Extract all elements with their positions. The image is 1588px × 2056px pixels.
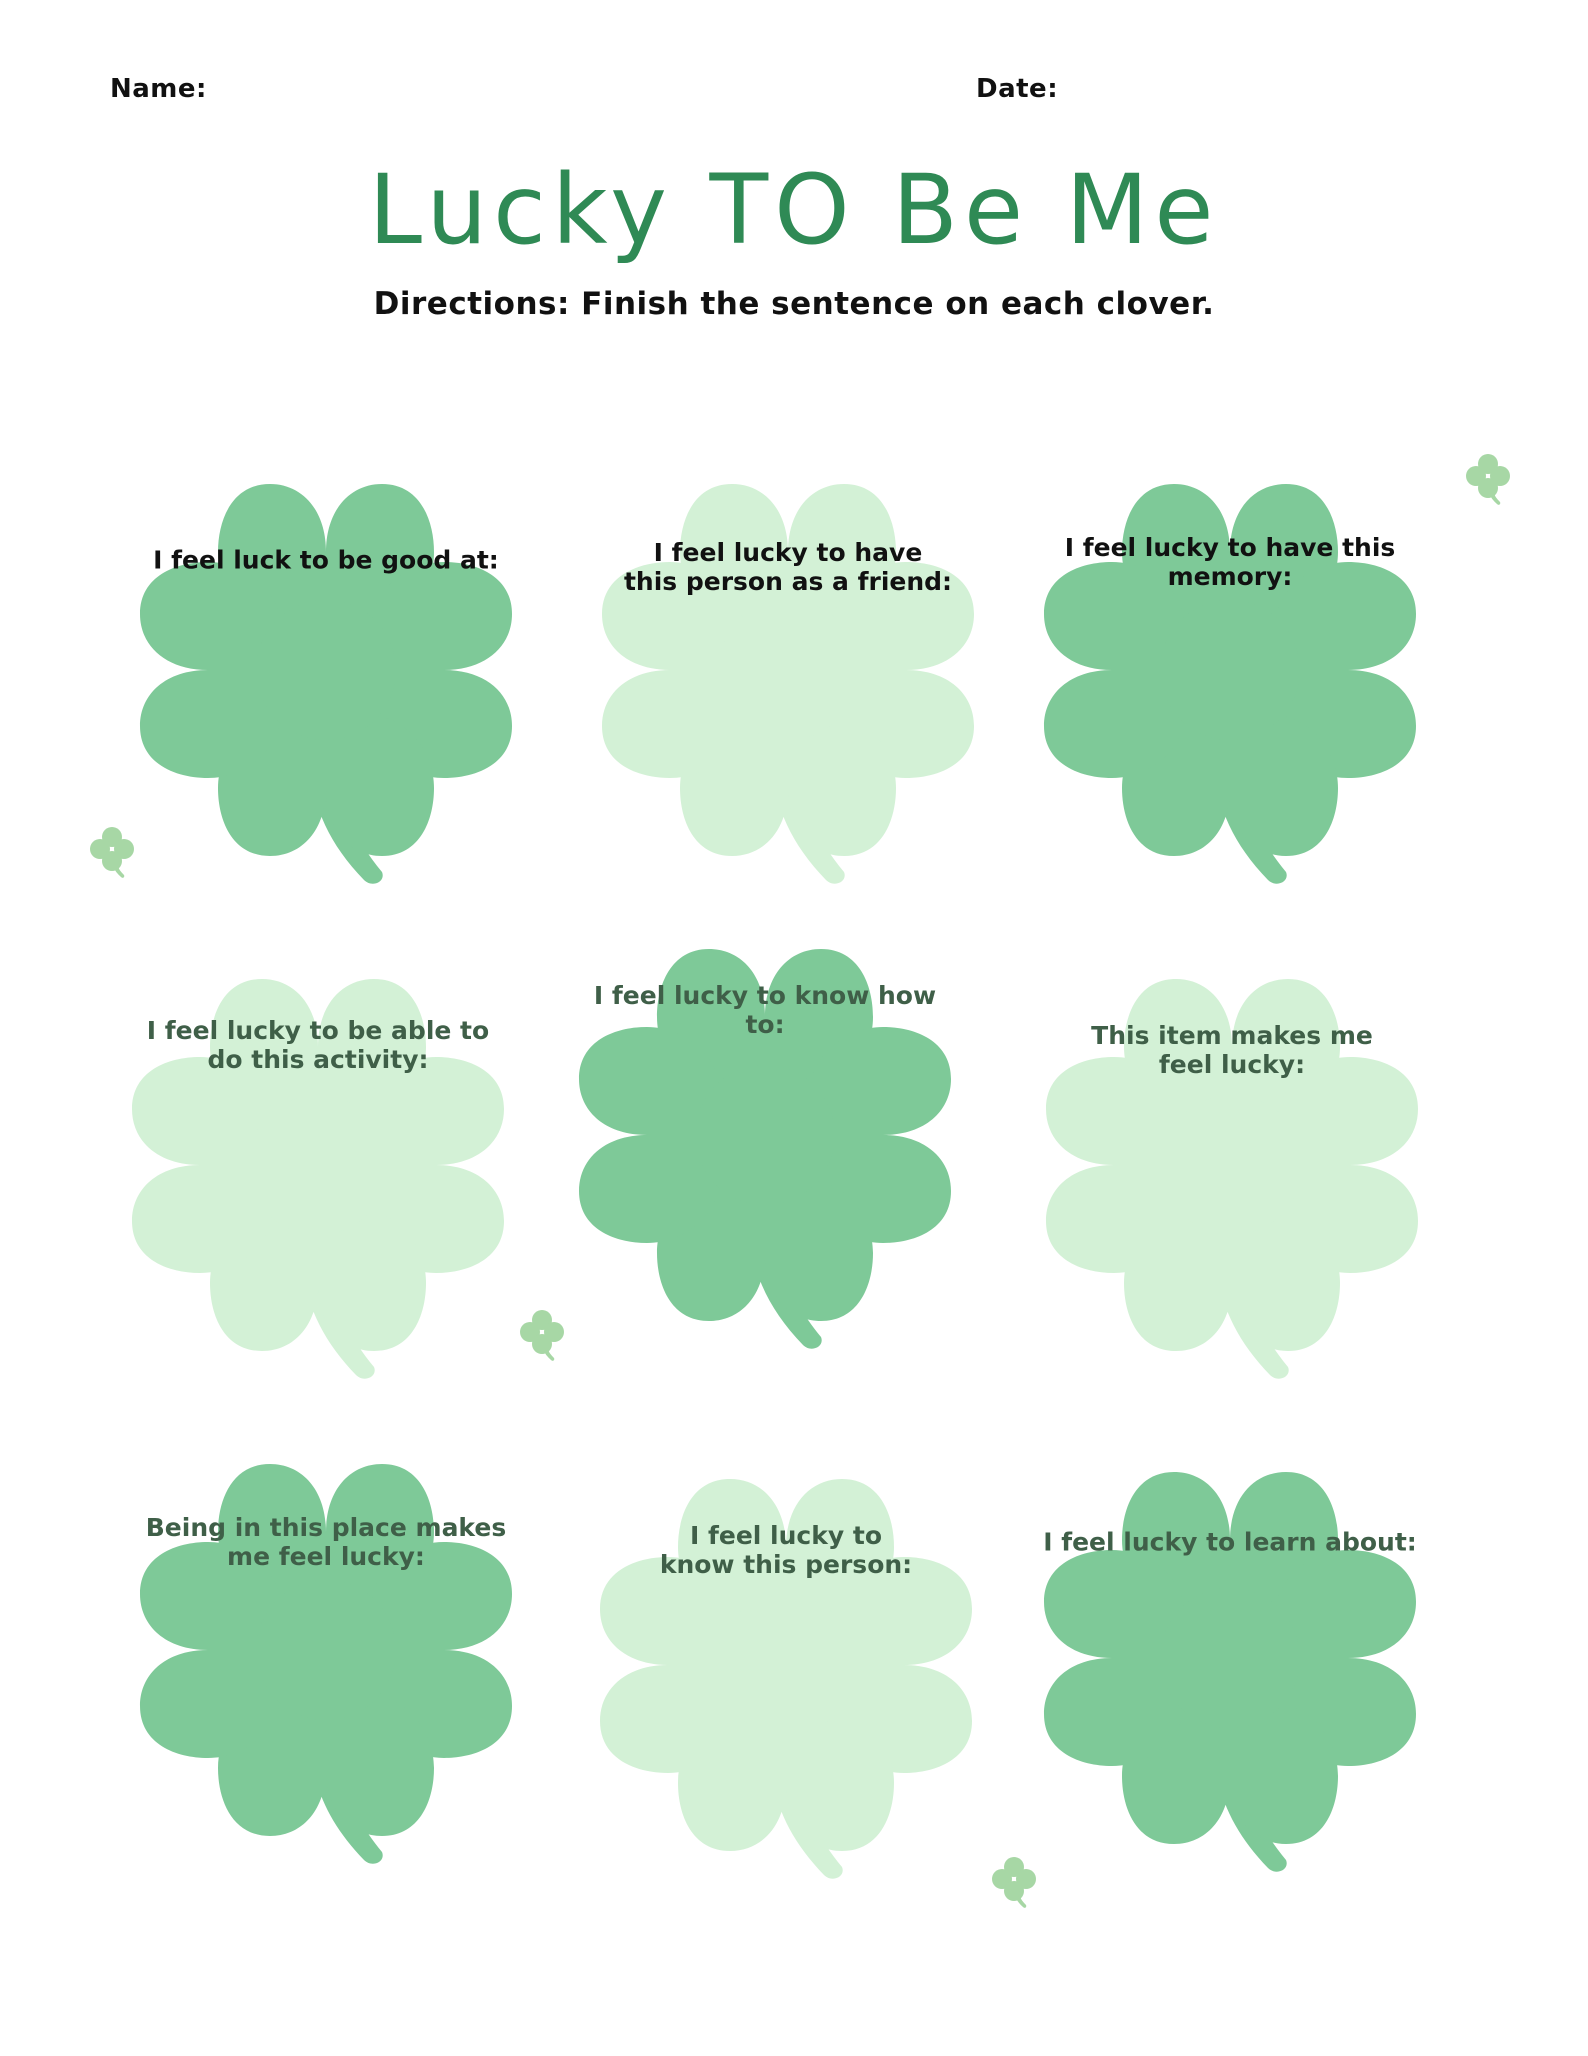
prompt-line: memory:	[1167, 562, 1293, 591]
clover-prompt	[571, 981, 959, 1039]
clover-prompt	[1036, 533, 1424, 591]
clover-card	[1020, 430, 1440, 890]
prompt-line: I feel lucky to know how to:	[593, 981, 937, 1039]
date-label: Date:	[976, 74, 1059, 104]
clover-prompt	[124, 1016, 512, 1074]
prompt-line: Being in this place makes	[145, 1513, 507, 1542]
prompt-line: I feel lucky to be able to	[146, 1016, 490, 1045]
four-leaf-clover-icon	[576, 1425, 996, 1885]
clover-card	[1022, 925, 1442, 1385]
clover-prompt	[594, 538, 982, 596]
clover-card	[578, 430, 998, 890]
prompt-line: me feel lucky:	[227, 1542, 425, 1571]
four-leaf-clover-icon	[555, 895, 975, 1355]
clover-prompt	[132, 1513, 520, 1571]
four-leaf-clover-icon	[108, 925, 528, 1385]
small-clover-icon	[1464, 452, 1512, 508]
clover-card	[116, 430, 536, 890]
four-leaf-clover-icon	[116, 430, 536, 890]
prompt-line: This item makes me	[1091, 1021, 1373, 1050]
prompt-line: do this activity:	[207, 1045, 429, 1074]
clover-card	[1020, 1418, 1440, 1878]
prompt-line: I feel lucky to learn about:	[1043, 1527, 1417, 1557]
four-leaf-clover-icon	[1020, 430, 1440, 890]
clover-card	[108, 925, 528, 1385]
clover-card	[555, 895, 975, 1355]
prompt-line: know this person:	[659, 1550, 913, 1579]
small-clover-icon	[518, 1308, 566, 1364]
four-leaf-clover-icon	[116, 1410, 536, 1870]
four-leaf-clover-icon	[1020, 1418, 1440, 1878]
clover-card	[576, 1425, 996, 1885]
clover-prompt	[1036, 1528, 1424, 1557]
directions-text: Directions: Finish the sentence on each clover.	[373, 286, 1215, 322]
clover-card	[116, 1410, 536, 1870]
small-clover-icon	[88, 825, 136, 881]
four-leaf-clover-icon	[578, 430, 998, 890]
prompt-line: I feel lucky to have this	[1064, 533, 1396, 562]
prompt-line: I feel lucky to have	[653, 538, 923, 567]
clover-prompt	[592, 1521, 980, 1579]
prompt-line: feel lucky:	[1158, 1050, 1306, 1079]
prompt-line: this person as a friend:	[623, 567, 953, 596]
prompt-line: I feel luck to be good at:	[153, 545, 499, 575]
clover-prompt	[132, 546, 520, 575]
four-leaf-clover-icon	[1022, 925, 1442, 1385]
page-title: Lucky TO Be Me	[368, 154, 1220, 266]
clover-prompt	[1038, 1021, 1426, 1079]
small-clover-icon	[990, 1855, 1038, 1911]
name-label: Name:	[110, 74, 207, 104]
prompt-line: I feel lucky to	[689, 1521, 882, 1550]
